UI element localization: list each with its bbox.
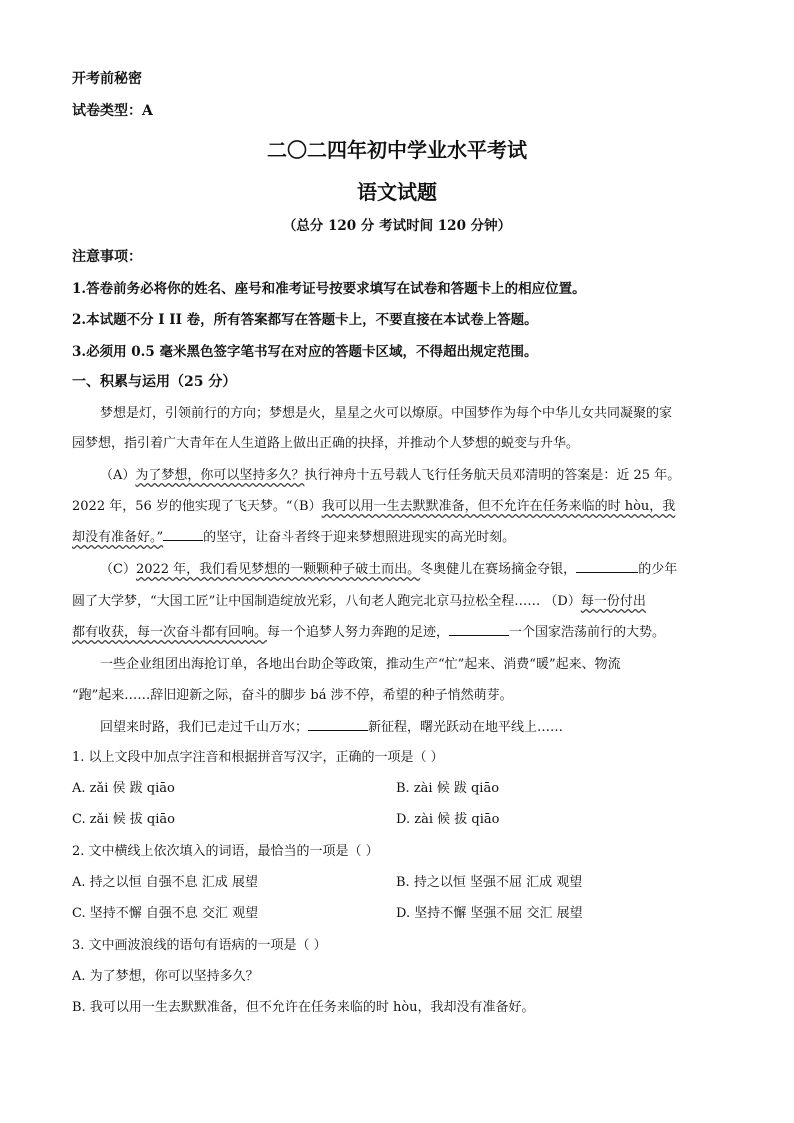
wavy-sentence-d: 每一份付出: [580, 594, 646, 609]
fill-blank-4: [308, 718, 368, 731]
fill-blank-1: [163, 528, 203, 541]
exam-title: 二〇二四年初中学业水平考试: [267, 138, 527, 162]
passage-text: 执行神舟十五号载人飞行任务航天员邓清明的答案是：近 25 年。: [304, 468, 681, 483]
passage-line: [100, 464, 680, 483]
passage-line: “跑”起来……辞旧迎新之际，奋斗的脚步 bá 涉不停，希望的种子悄然萌芽。: [72, 688, 513, 703]
option-a: A. 持之以恒 自强不息 汇成 展望: [72, 875, 259, 890]
option-d: D. zài 候 拔 qiāo: [396, 812, 500, 827]
option-b: B. zài 候 跋 qiāo: [396, 781, 500, 796]
wavy-sentence-c: 2022 年，我们看见梦想的一颗颗种子破土而出。: [135, 562, 421, 577]
passage-line: [100, 558, 677, 577]
exam-info: （总分 120 分 考试时间 120 分钟）: [282, 218, 512, 234]
confidential-label: 开考前秘密: [72, 71, 142, 87]
passage-text: 圆了大学梦，“大国工匠”让中国制造绽放光彩，八旬老人跑完北京马拉松全程…… （D）: [72, 594, 581, 609]
passage-line: 梦想是灯，引领前行的方向；梦想是火，星星之火可以燎原。中国梦作为每个中华儿女共同凝聚的家: [100, 406, 673, 421]
wavy-sentence-d-cont: 都有收获，每一次奋斗都有回响。: [72, 625, 268, 640]
notes-heading: 注意事项：: [72, 249, 142, 265]
option-c: C. 坚持不懈 自强不息 交汇 观望: [72, 906, 259, 921]
passage-text: 的少年: [638, 562, 678, 577]
passage-line: [72, 526, 515, 545]
note-item: 2.本试题不分 I II 卷，所有答案都写在答题卡上，不要直接在本试卷上答题。: [72, 312, 538, 328]
passage-text: 一个国家浩荡前行的大势。: [509, 625, 666, 640]
wavy-sentence-a: 为了梦想，你可以坚持多久？: [135, 468, 305, 483]
option-c: C. zǎi 候 拔 qiāo: [72, 812, 175, 827]
fill-blank-3: [449, 623, 509, 636]
marker-a: （A）: [100, 468, 136, 483]
passage-line: 一些企业组团出海抢订单，各地出台助企等政策，推动生产“忙”起来、消费“暖”起来、物流: [100, 657, 621, 672]
subject-title: 语文试题: [357, 180, 437, 204]
option-b: B. 持之以恒 坚强不屈 汇成 观望: [396, 875, 583, 890]
question-stem: 2. 文中横线上依次填入的词语，最恰当的一项是（ ）: [72, 844, 379, 859]
passage-text: 的坚守，让奋斗者终于迎来梦想照进现实的高光时刻。: [203, 530, 516, 545]
note-item: 1.答卷前务必将你的姓名、座号和准考证号按要求填写在试卷和答题卡上的相应位置。: [72, 281, 586, 297]
paper-type-label: 试卷类型：A: [72, 103, 153, 119]
question-stem: 3. 文中画波浪线的语句有语病的一项是（ ）: [72, 938, 327, 953]
section-heading: 一、积累与运用（25 分）: [72, 374, 237, 390]
option-d: D. 坚持不懈 坚强不屈 交汇 展望: [396, 906, 583, 921]
question-stem: 1. 以上文段中加点字注音和根据拼音写汉字，正确的一项是（ ）: [72, 750, 444, 765]
passage-line: [72, 590, 646, 609]
wavy-sentence-b: 我可以用一生去默默准备，但不允许在任务来临的时 hòu，我: [321, 499, 676, 514]
passage-line: [72, 621, 665, 640]
passage-line: [100, 716, 563, 735]
marker-c: （C）: [100, 562, 136, 577]
wavy-sentence-b-cont: 却没有准备好。”: [72, 530, 164, 545]
passage-text: 回望来时路，我们已走过千山万水；: [100, 720, 309, 735]
passage-text: 冬奥健儿在赛场摘金夺银，: [420, 562, 577, 577]
fill-blank-2: [576, 560, 638, 573]
passage-text: 新征程，曙光跃动在地平线上……: [368, 720, 564, 735]
passage-line: [72, 495, 675, 514]
passage-text: 2022 年，56 岁的他实现了飞天梦。“（B）: [72, 499, 322, 514]
option-b: B. 我可以用一生去默默准备，但不允许在任务来临的时 hòu，我却没有准备好。: [72, 1000, 535, 1015]
note-item: 3.必须用 0.5 毫米黑色签字笔书写在对应的答题卡区域，不得超出规定范围。: [72, 344, 538, 360]
passage-text: 每一个追梦人努力奔跑的足迹，: [267, 625, 450, 640]
option-a: A. zǎi 侯 跋 qiāo: [72, 781, 175, 796]
option-a: A. 为了梦想，你可以坚持多久？: [72, 969, 259, 984]
passage-line: 园梦想，指引着广大青年在人生道路上做出正确的抉择，并推动个人梦想的蜕变与升华。: [72, 436, 580, 451]
